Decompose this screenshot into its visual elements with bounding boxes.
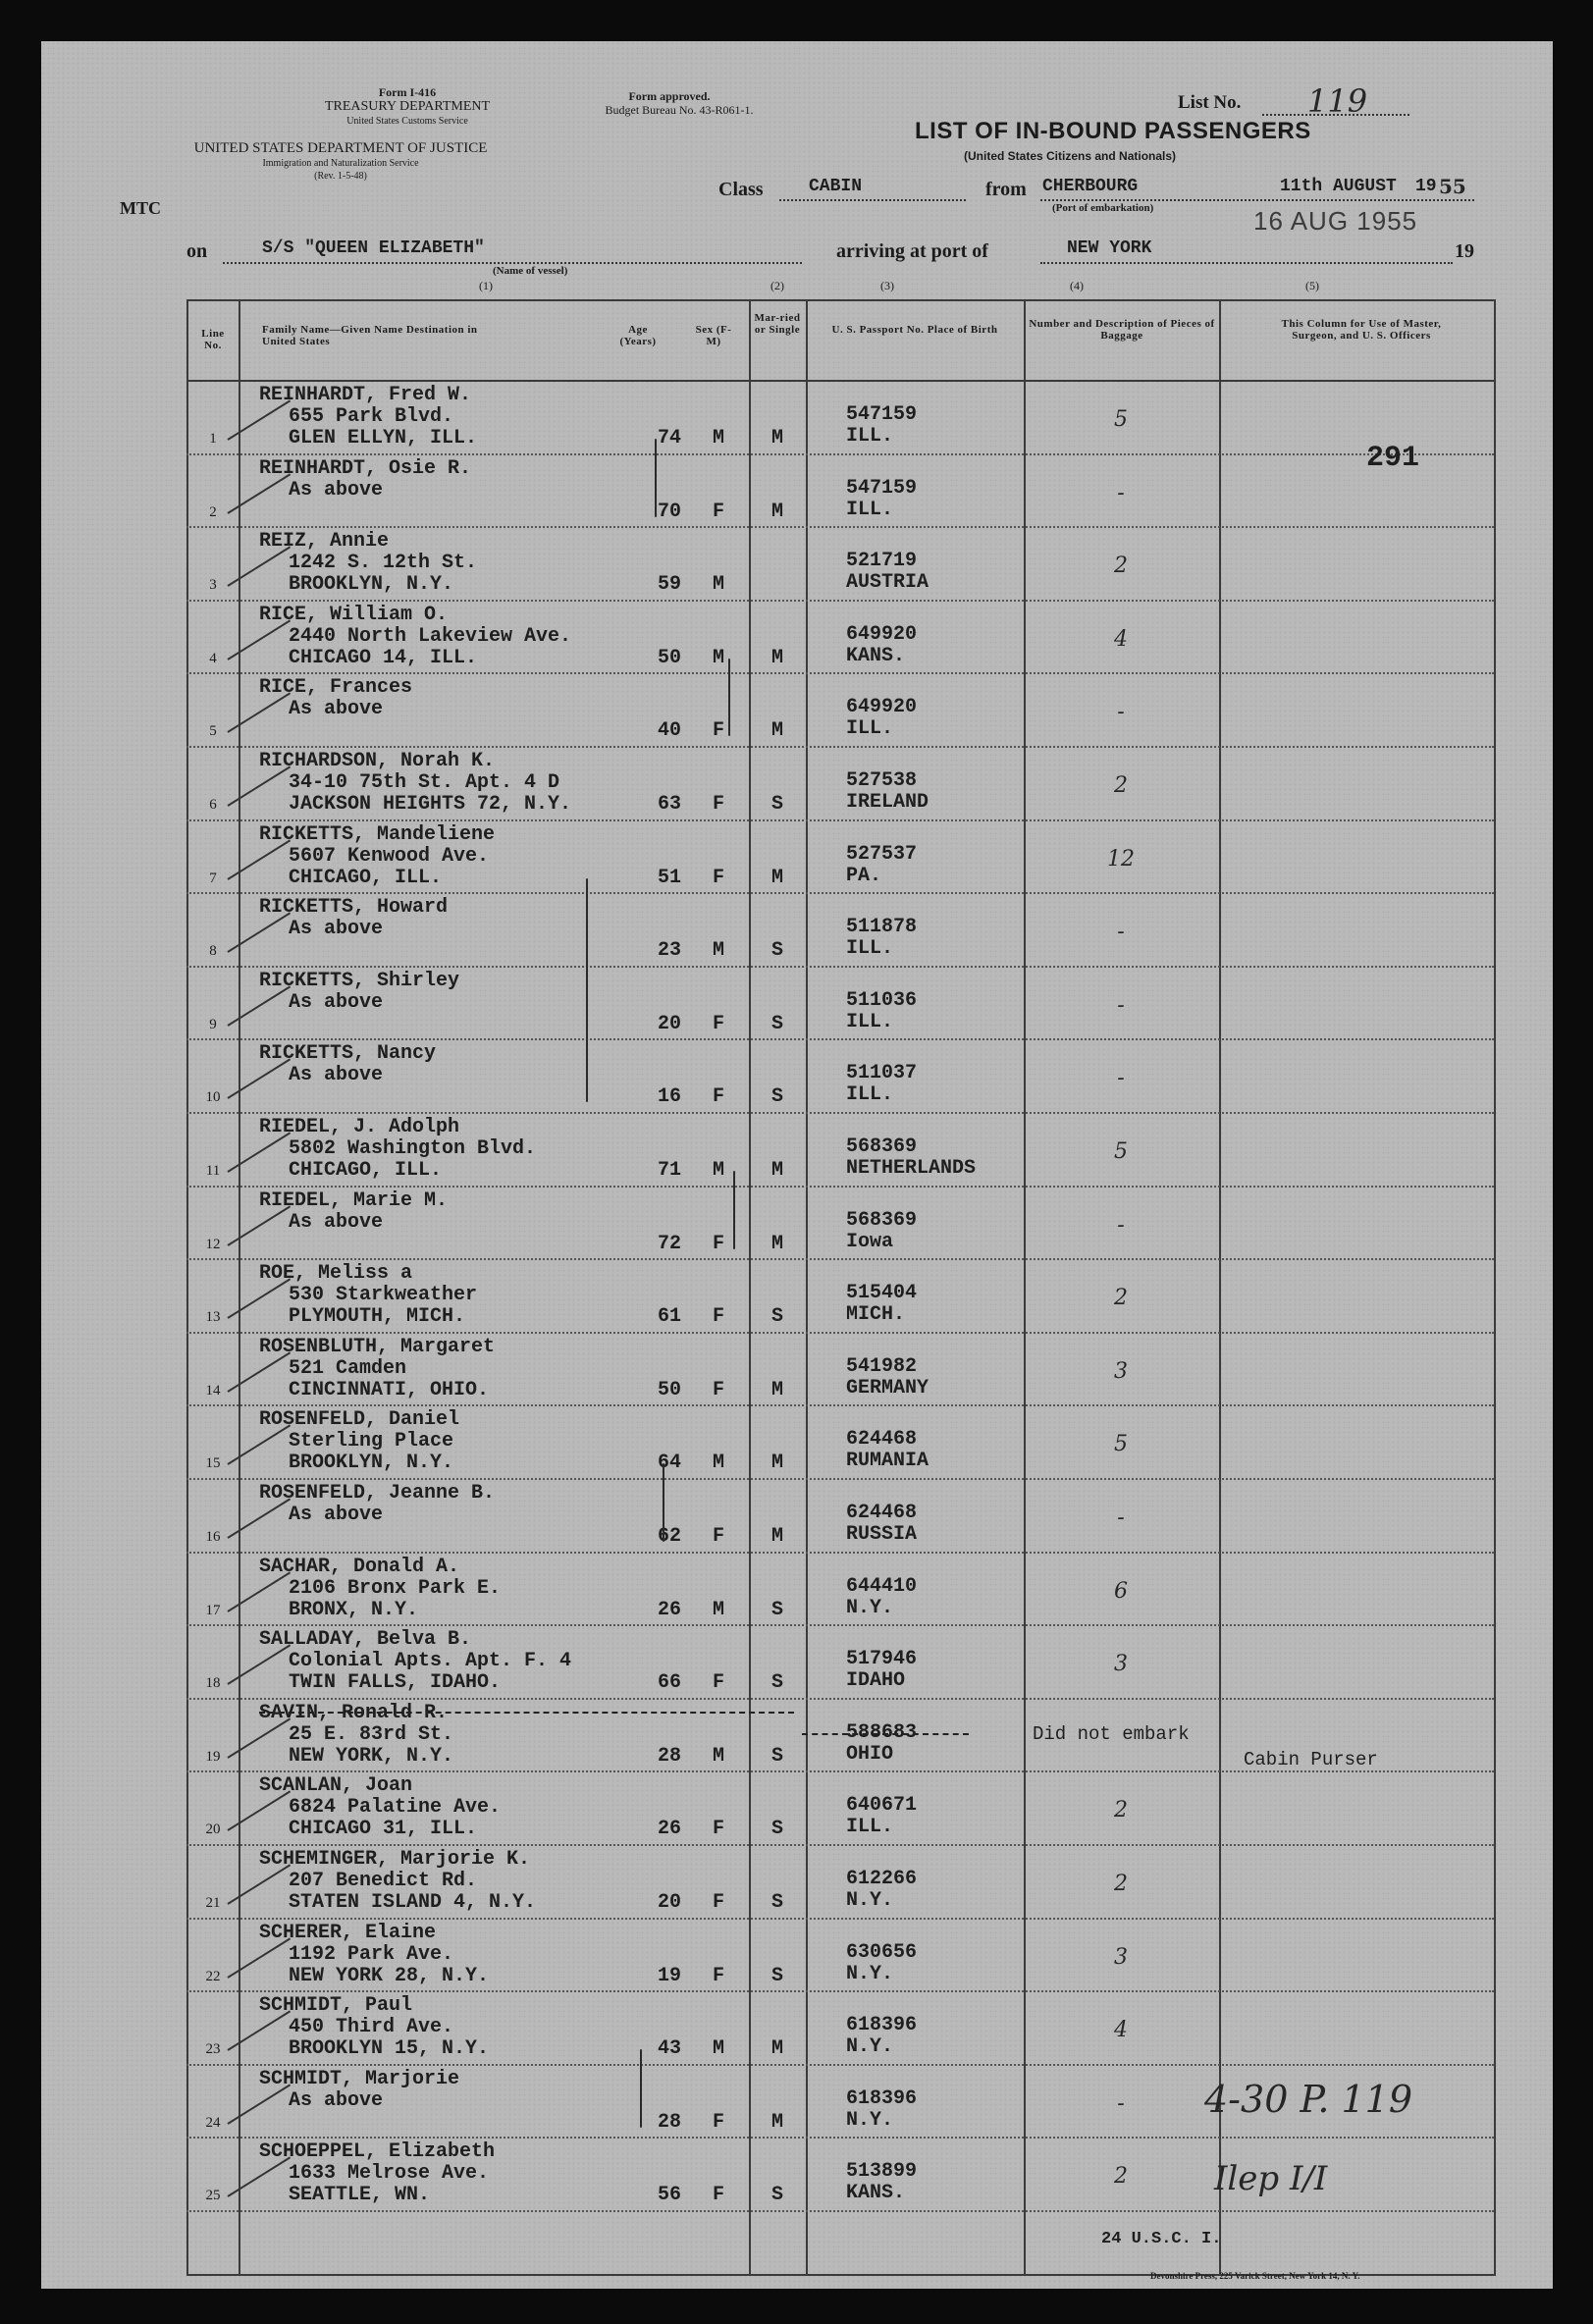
arrival-stamp: 16 AUG 1955 — [1253, 206, 1418, 236]
passenger-name: SCHERER, Elaine — [259, 1921, 437, 1944]
baggage-count: 3 — [1114, 1358, 1128, 1384]
passenger-name: SCHMIDT, Marjorie — [259, 2067, 460, 2090]
line-number: 13 — [205, 1309, 221, 1326]
sex: F — [712, 1964, 724, 1987]
age: 63 — [657, 793, 681, 816]
passenger-name: ROE, Meliss a — [259, 1262, 413, 1286]
place-of-birth: ILL. — [846, 1010, 894, 1033]
passport-number: 568369 — [846, 1208, 918, 1232]
city-line: NEW YORK 28, N.Y. — [289, 1964, 490, 1987]
baggage-count: - — [1117, 1212, 1125, 1238]
sex: F — [712, 1671, 724, 1695]
address-line: 2440 North Lakeview Ave. — [289, 624, 572, 648]
address-line: As above — [289, 478, 384, 502]
form-approved: Form approved. — [628, 89, 711, 103]
line-number: 10 — [205, 1089, 221, 1106]
place-of-birth: ILL. — [846, 1816, 894, 1839]
line-number: 8 — [209, 943, 217, 960]
col-number: (4) — [1070, 279, 1084, 292]
line-number: 9 — [209, 1016, 217, 1032]
city-line: CHICAGO 14, ILL. — [289, 646, 478, 669]
budget-bureau: Budget Bureau No. 43-R061-1. — [605, 103, 754, 117]
marital-status: M — [770, 500, 783, 523]
place-of-birth: AUSTRIA — [846, 571, 929, 595]
baggage-count: 3 — [1114, 1652, 1128, 1677]
passport-number: 618396 — [846, 2086, 918, 2110]
marital-status: M — [770, 1159, 783, 1182]
passenger-name: SAVIN, Ronald R. — [259, 1701, 449, 1724]
place-of-birth: KANS. — [846, 644, 906, 667]
col-number: (1) — [479, 279, 493, 292]
address-line: 655 Park Blvd. — [289, 405, 454, 428]
line-number: 4 — [209, 650, 217, 666]
passenger-name: RICKETTS, Howard — [259, 896, 449, 920]
age: 16 — [657, 1085, 681, 1109]
sex: F — [712, 1818, 724, 1841]
sex: F — [712, 719, 724, 743]
place-of-birth: IRELAND — [846, 791, 929, 814]
marital-status: S — [770, 1818, 783, 1841]
age: 64 — [657, 1452, 681, 1475]
header-passport: U. S. Passport No. Place of Birth — [831, 324, 998, 336]
line-number: 14 — [205, 1382, 221, 1399]
form-number: Form I-416 — [378, 85, 437, 99]
age: 19 — [657, 1964, 681, 1987]
place-of-birth: KANS. — [846, 2182, 906, 2205]
baggage-count: 2 — [1114, 554, 1128, 579]
year-prefix: 19 — [1415, 177, 1437, 196]
marital-status: S — [770, 793, 783, 816]
age: 50 — [657, 646, 681, 669]
passenger-name: SALLADAY, Belva B. — [259, 1628, 472, 1652]
age: 62 — [657, 1525, 681, 1548]
ins-service: Immigration and Naturalization Service — [262, 158, 419, 169]
marital-status: M — [770, 427, 783, 449]
line-number: 19 — [205, 1748, 221, 1765]
city-line: SEATTLE, WN. — [289, 2184, 431, 2207]
age: 66 — [657, 1671, 681, 1695]
sex: F — [712, 2110, 724, 2134]
passenger-name: SCHOEPPEL, Elizabeth — [259, 2140, 496, 2164]
line-number: 17 — [205, 1602, 221, 1618]
passport-number: 630656 — [846, 1940, 918, 1964]
address-line: 6824 Palatine Ave. — [289, 1796, 502, 1820]
baggage-count: 2 — [1114, 773, 1128, 798]
header-married: Mar-ried or Single — [754, 312, 801, 336]
vessel-name: S/S "QUEEN ELIZABETH" — [262, 238, 485, 258]
city-line: CHICAGO 31, ILL. — [289, 1818, 478, 1841]
address-line: 2106 Bronx Park E. — [289, 1576, 502, 1600]
from-label: from — [985, 179, 1027, 200]
sex: F — [712, 1305, 724, 1329]
revision: (Rev. 1-5-48) — [314, 171, 367, 182]
col-number: (5) — [1305, 279, 1319, 292]
address-line: 521 Camden — [289, 1356, 407, 1380]
marital-status: S — [770, 939, 783, 963]
address-line: As above — [289, 2088, 384, 2112]
place-of-birth: ILL. — [846, 498, 894, 521]
mtc-mark: MTC — [120, 198, 161, 218]
passenger-name: ROSENFELD, Daniel — [259, 1408, 460, 1432]
sex: F — [712, 793, 724, 816]
class-label: Class — [718, 179, 764, 200]
header-name: Family Name—Given Name Destination in United States — [262, 324, 478, 347]
sex: F — [712, 1232, 724, 1255]
passport-number: 624468 — [846, 1502, 918, 1524]
address-line: Sterling Place — [289, 1430, 454, 1453]
passport-number: 640671 — [846, 1794, 918, 1818]
passenger-name: RICE, Frances — [259, 676, 413, 700]
address-line: As above — [289, 1064, 384, 1087]
passenger-name: ROSENBLUTH, Margaret — [259, 1335, 496, 1358]
line-number: 15 — [205, 1455, 221, 1472]
address-line: As above — [289, 990, 384, 1014]
age: 59 — [657, 573, 681, 597]
marital-status: S — [770, 1964, 783, 1987]
annotation-note-b: Ilep I/I — [1214, 2159, 1328, 2198]
marital-status: M — [770, 2037, 783, 2061]
passenger-name: RIEDEL, Marie M. — [259, 1188, 449, 1212]
city-line: BROOKLYN 15, N.Y. — [289, 2037, 490, 2061]
marital-status: M — [770, 646, 783, 669]
arriving-label: arriving at port of — [836, 240, 988, 262]
marital-status: S — [770, 1012, 783, 1035]
passport-number: 644410 — [846, 1574, 918, 1598]
baggage-count: 5 — [1114, 407, 1128, 432]
passenger-name: SCHMIDT, Paul — [259, 1994, 413, 2018]
sex: M — [712, 939, 724, 963]
sex: M — [712, 573, 724, 597]
place-of-birth: NETHERLANDS — [846, 1157, 977, 1180]
port-embark-note: (Port of embarkation) — [1052, 202, 1154, 214]
passport-number: 612266 — [846, 1868, 918, 1890]
age: 74 — [657, 427, 681, 449]
place-of-birth: ILL. — [846, 1083, 894, 1107]
header-age: Age (Years) — [619, 324, 657, 347]
city-line: CHICAGO, ILL. — [289, 866, 443, 889]
city-line: GLEN ELLYN, ILL. — [289, 427, 478, 449]
age: 40 — [657, 719, 681, 743]
passport-number: 521719 — [846, 550, 918, 573]
year2: 19 — [1455, 240, 1474, 262]
line-number: 2 — [209, 503, 217, 520]
passport-number: 511878 — [846, 916, 918, 939]
sex: F — [712, 500, 724, 523]
line-number: 20 — [205, 1822, 221, 1838]
justice-dept: UNITED STATES DEPARTMENT OF JUSTICE — [193, 140, 488, 156]
baggage-count: - — [1117, 992, 1125, 1018]
place-of-birth: ILL. — [846, 425, 894, 448]
page-number: 291 — [1366, 442, 1420, 475]
header-sex: Sex (F-M) — [695, 324, 732, 347]
line-number: 23 — [205, 2041, 221, 2058]
city-line: BROOKLYN, N.Y. — [289, 573, 454, 597]
sex: M — [712, 1744, 724, 1768]
passenger-name: REINHARDT, Fred W. — [259, 384, 472, 406]
sex: M — [712, 1452, 724, 1475]
passport-number: 588683 — [846, 1720, 918, 1744]
footer-code: 24 U.S.C. I. — [1101, 2230, 1222, 2248]
passenger-name: REINHARDT, Osie R. — [259, 456, 472, 480]
annotation-note-a: 4-30 P. 119 — [1204, 2078, 1413, 2121]
from-value: CHERBOURG — [1042, 177, 1139, 196]
on-label: on — [186, 240, 208, 262]
line-number: 1 — [209, 431, 217, 447]
passport-number: 511037 — [846, 1062, 918, 1085]
header-officer-use: This Column for Use of Master, Surgeon, and U. S. Officers — [1281, 318, 1442, 342]
marital-status: S — [770, 1671, 783, 1695]
passenger-name: REIZ, Annie — [259, 530, 390, 554]
baggage-count: - — [1117, 480, 1125, 505]
address-line: 207 Benedict Rd. — [289, 1870, 478, 1892]
header-baggage: Number and Description of Pieces of Baggage — [1029, 318, 1215, 342]
passenger-name: SCHEMINGER, Marjorie K. — [259, 1848, 531, 1871]
age: 50 — [657, 1378, 681, 1401]
place-of-birth: N.Y. — [846, 2035, 894, 2059]
marital-status: S — [770, 1744, 783, 1768]
address-line: As above — [289, 698, 384, 721]
address-line: 1633 Melrose Ave. — [289, 2162, 490, 2186]
line-number: 21 — [205, 1895, 221, 1911]
place-of-birth: ILL. — [846, 937, 894, 961]
year-suffix: 55 — [1439, 175, 1466, 198]
sex: F — [712, 1012, 724, 1035]
sex: M — [712, 1598, 724, 1621]
line-number: 12 — [205, 1236, 221, 1252]
age: 28 — [657, 2110, 681, 2134]
place-of-birth: N.Y. — [846, 1962, 894, 1985]
row-note: Did not embark — [1033, 1722, 1190, 1745]
marital-status: S — [770, 1891, 783, 1914]
passenger-name: ROSENFELD, Jeanne B. — [259, 1482, 496, 1505]
class-value: CABIN — [809, 177, 863, 196]
passport-number: 547159 — [846, 403, 918, 426]
passport-number: 649920 — [846, 696, 918, 719]
city-line: NEW YORK, N.Y. — [289, 1744, 454, 1768]
age: 23 — [657, 939, 681, 963]
sex: F — [712, 1525, 724, 1548]
place-of-birth: Iowa — [846, 1230, 894, 1253]
baggage-count: 4 — [1114, 2018, 1128, 2043]
sex: F — [712, 1891, 724, 1914]
place-of-birth: ILL. — [846, 717, 894, 741]
place-of-birth: OHIO — [846, 1742, 894, 1766]
age: 51 — [657, 866, 681, 889]
marital-status: S — [770, 1305, 783, 1329]
address-line: As above — [289, 1504, 384, 1526]
sex: F — [712, 1378, 724, 1401]
sex: M — [712, 427, 724, 449]
age: 26 — [657, 1598, 681, 1621]
age: 28 — [657, 1744, 681, 1768]
line-number: 11 — [205, 1163, 221, 1179]
address-line: 450 Third Ave. — [289, 2016, 454, 2039]
marital-status: M — [770, 866, 783, 889]
baggage-count: - — [1117, 700, 1125, 725]
address-line: 1192 Park Ave. — [289, 1942, 454, 1966]
baggage-count: 12 — [1107, 846, 1135, 872]
passenger-name: RICHARDSON, Norah K. — [259, 750, 496, 772]
marital-status: S — [770, 1085, 783, 1109]
baggage-count: 3 — [1114, 1944, 1128, 1970]
age: 72 — [657, 1232, 681, 1255]
col-number: (2) — [770, 279, 784, 292]
baggage-count: 2 — [1114, 2164, 1128, 2190]
passenger-name: RICKETTS, Nancy — [259, 1042, 437, 1066]
line-number: 3 — [209, 577, 217, 594]
line-number: 6 — [209, 797, 217, 813]
baggage-count: 4 — [1114, 626, 1128, 652]
address-line: 25 E. 83rd St. — [289, 1722, 454, 1746]
place-of-birth: PA. — [846, 864, 882, 887]
passport-number: 624468 — [846, 1428, 918, 1452]
address-line: As above — [289, 918, 384, 941]
arrival-date: 11th AUGUST — [1280, 177, 1397, 196]
passport-number: 517946 — [846, 1648, 918, 1671]
baggage-count: 5 — [1114, 1432, 1128, 1457]
col-number: (3) — [880, 279, 894, 292]
baggage-count: 5 — [1114, 1139, 1128, 1164]
passenger-name: RIEDEL, J. Adolph — [259, 1116, 460, 1138]
sex: M — [712, 1159, 724, 1182]
marital-status: M — [770, 719, 783, 743]
marital-status: S — [770, 2184, 783, 2207]
passenger-name: RICKETTS, Mandeliene — [259, 822, 496, 846]
place-of-birth: N.Y. — [846, 1596, 894, 1619]
baggage-count: - — [1117, 1505, 1125, 1530]
marital-status: M — [770, 1452, 783, 1475]
city-line: CINCINNATI, OHIO. — [289, 1378, 490, 1401]
passport-number: 513899 — [846, 2160, 918, 2184]
row-note: Cabin Purser — [1244, 1748, 1378, 1770]
passport-number: 568369 — [846, 1136, 918, 1158]
address-line: 530 Starkweather — [289, 1284, 478, 1307]
sex: M — [712, 646, 724, 669]
address-line: 5802 Washington Blvd. — [289, 1137, 537, 1160]
place-of-birth: N.Y. — [846, 2108, 894, 2132]
city-line: JACKSON HEIGHTS 72, N.Y. — [289, 793, 572, 816]
passport-number: 511036 — [846, 988, 918, 1012]
age: 61 — [657, 1305, 681, 1329]
marital-status: M — [770, 1525, 783, 1548]
line-number: 24 — [205, 2114, 221, 2131]
city-line: TWIN FALLS, IDAHO. — [289, 1671, 502, 1695]
place-of-birth: GERMANY — [846, 1376, 929, 1400]
baggage-count: 2 — [1114, 1286, 1128, 1311]
place-of-birth: MICH. — [846, 1303, 906, 1327]
city-line: CHICAGO, ILL. — [289, 1159, 443, 1182]
page-subtitle: (United States Citizens and Nationals) — [964, 149, 1177, 163]
passport-number: 515404 — [846, 1282, 918, 1305]
age: 56 — [657, 2184, 681, 2207]
manifest-page — [41, 41, 1553, 2289]
vessel-note: (Name of vessel) — [493, 265, 568, 277]
city-line: STATEN ISLAND 4, N.Y. — [289, 1891, 537, 1914]
age: 71 — [657, 1159, 681, 1182]
marital-status: M — [770, 1378, 783, 1401]
marital-status: M — [770, 2110, 783, 2134]
passport-number: 527538 — [846, 769, 918, 792]
line-number: 22 — [205, 1968, 221, 1984]
city-line: BRONX, N.Y. — [289, 1598, 419, 1621]
line-number: 7 — [209, 870, 217, 886]
sex: F — [712, 1085, 724, 1109]
marital-status: M — [770, 1232, 783, 1255]
passport-number: 618396 — [846, 2014, 918, 2037]
line-number: 16 — [205, 1529, 221, 1545]
sex: F — [712, 866, 724, 889]
age: 20 — [657, 1012, 681, 1035]
line-number: 25 — [205, 2188, 221, 2204]
baggage-count: - — [1117, 1066, 1125, 1091]
marital-status: S — [770, 1598, 783, 1621]
passport-number: 541982 — [846, 1354, 918, 1378]
customs-service: United States Customs Service — [346, 116, 468, 127]
passenger-name: SCANLAN, Joan — [259, 1774, 413, 1798]
line-number: 18 — [205, 1675, 221, 1692]
place-of-birth: RUSSIA — [846, 1523, 918, 1546]
age: 20 — [657, 1891, 681, 1914]
place-of-birth: IDAHO — [846, 1669, 906, 1693]
sex: M — [712, 2037, 724, 2061]
arriving-port: NEW YORK — [1067, 238, 1152, 258]
page-title: LIST OF IN-BOUND PASSENGERS — [915, 118, 1311, 144]
place-of-birth: RUMANIA — [846, 1450, 929, 1473]
passport-number: 527537 — [846, 842, 918, 866]
city-line: BROOKLYN, N.Y. — [289, 1452, 454, 1475]
age: 70 — [657, 500, 681, 523]
header-line-no: Line No. — [201, 328, 225, 351]
passport-number: 649920 — [846, 622, 918, 646]
passport-number: 547159 — [846, 476, 918, 500]
line-number: 5 — [209, 723, 217, 740]
baggage-count: - — [1117, 920, 1125, 945]
passenger-name: RICKETTS, Shirley — [259, 969, 460, 992]
baggage-count: - — [1117, 2090, 1125, 2116]
age: 43 — [657, 2037, 681, 2061]
address-line: Colonial Apts. Apt. F. 4 — [289, 1650, 572, 1673]
treasury-dept: TREASURY DEPARTMENT — [324, 99, 491, 114]
address-line: 5607 Kenwood Ave. — [289, 844, 490, 868]
passenger-name: RICE, William O. — [259, 603, 449, 626]
list-label: List No. — [1178, 92, 1242, 113]
baggage-count: 2 — [1114, 1798, 1128, 1823]
address-line: 34-10 75th St. Apt. 4 D — [289, 771, 560, 794]
age: 26 — [657, 1818, 681, 1841]
passenger-name: SACHAR, Donald A. — [259, 1555, 460, 1578]
address-line: 1242 S. 12th St. — [289, 552, 478, 575]
list-number: 119 — [1307, 82, 1368, 120]
baggage-count: 6 — [1114, 1578, 1128, 1604]
address-line: As above — [289, 1210, 384, 1234]
place-of-birth: N.Y. — [846, 1889, 894, 1912]
city-line: PLYMOUTH, MICH. — [289, 1305, 466, 1329]
printer-imprint: Devonshire Press, 225 Varick Street, New York 14, N. Y. — [1150, 2271, 1360, 2281]
baggage-count: 2 — [1114, 1872, 1128, 1896]
sex: F — [712, 2184, 724, 2207]
